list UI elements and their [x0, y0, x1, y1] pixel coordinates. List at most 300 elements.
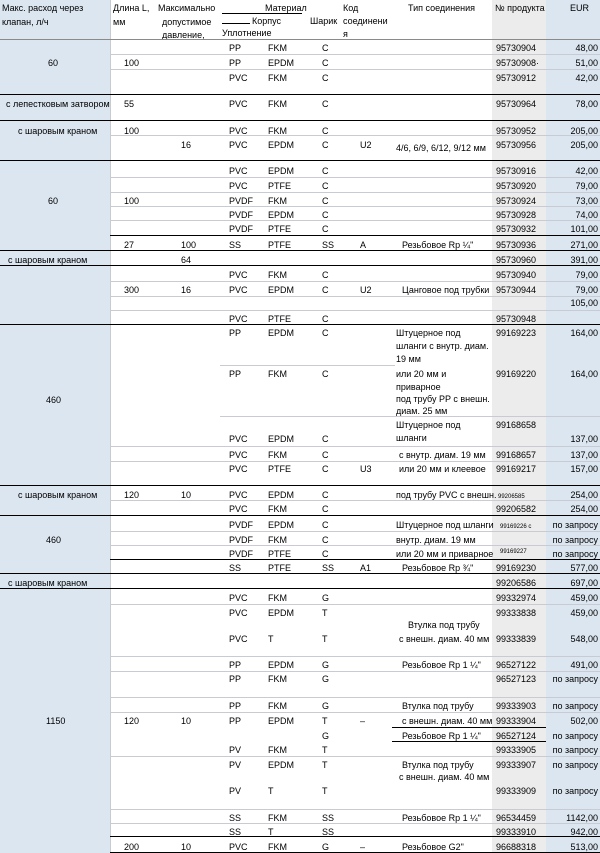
- cell-length: 100: [124, 196, 140, 206]
- row-line: [110, 697, 600, 698]
- b-text-1: Штуцерное под шланги: [396, 520, 494, 530]
- cell-conn: Втулка под трубу: [402, 701, 474, 711]
- cell-price: 164,00: [570, 369, 598, 379]
- flow-ball-1: с шаровым краном: [18, 126, 98, 136]
- cell-ball: SS: [322, 827, 335, 837]
- cell-seal: EPDM: [268, 328, 295, 338]
- cell-seal: FKM: [268, 73, 287, 83]
- cell-conn: Резьбовое Rp ¾": [402, 563, 474, 573]
- flow-ball-4: с шаровым краном: [8, 578, 88, 588]
- cell-ball: T: [322, 760, 328, 770]
- row-line: [392, 727, 546, 728]
- cell-price: 42,00: [575, 73, 598, 83]
- cell-product: 99168657: [496, 450, 537, 460]
- cell-seal: EPDM: [268, 760, 295, 770]
- cell-pressure: 100: [181, 240, 197, 250]
- cell-seal: FKM: [268, 504, 287, 514]
- flow-ball-3: с шаровым краном: [18, 490, 98, 500]
- cell-product: 95730916: [496, 166, 537, 176]
- header-pressure-1: Максимально: [158, 3, 216, 13]
- cell-product: 99169217: [496, 464, 537, 474]
- cell-product: 99333904: [496, 716, 537, 726]
- b-text-2: внутр. диам. 19 мм: [396, 535, 476, 545]
- cell-seal: EPDM: [268, 58, 295, 68]
- header-material: Материал: [265, 3, 307, 13]
- header-seal: Уплотнение: [222, 28, 272, 38]
- cell-price: по запросу: [552, 760, 598, 770]
- hose-text-2: шланги с внутр. диам.: [396, 341, 489, 351]
- cell-housing: PVC: [229, 166, 248, 176]
- cell-product: 95730920: [496, 181, 537, 191]
- cell-seal: FKM: [268, 99, 287, 109]
- cell-ball: C: [322, 490, 329, 500]
- cell-length: 300: [124, 285, 140, 295]
- cell-price: 1142,00: [566, 813, 598, 823]
- cell-ball: G: [322, 674, 330, 684]
- row-line: [110, 756, 600, 757]
- cell-price: по запросу: [552, 520, 598, 530]
- row-line: [110, 656, 600, 657]
- hose-text-8: Штуцерное под: [396, 420, 461, 430]
- cell-code: U2: [360, 140, 372, 150]
- cell-product: 99206582: [496, 504, 537, 514]
- cell-ball: C: [322, 140, 329, 150]
- cell-price: 391,00: [570, 255, 598, 265]
- cell-housing: PVC: [229, 504, 248, 514]
- cell-price: по запросу: [552, 549, 598, 559]
- cell-housing: PVC: [229, 181, 248, 191]
- header-pressure-3: давление,: [162, 30, 205, 40]
- cell-price: 205,00: [570, 140, 598, 150]
- cell-product: 99168658: [496, 420, 537, 430]
- cell-housing: PVC: [229, 593, 248, 603]
- cell-ball: C: [322, 126, 329, 136]
- cell-product: 99333909: [496, 786, 537, 796]
- cell-ball: C: [322, 464, 329, 474]
- cell-ball: C: [322, 328, 329, 338]
- cell-housing: PVC: [229, 140, 248, 150]
- cell-product: 95730944: [496, 285, 537, 295]
- cell-housing: PVDF: [229, 196, 254, 206]
- cell-product: 99333838: [496, 608, 537, 618]
- cell-housing: SS: [229, 827, 242, 837]
- cell-housing: PV: [229, 760, 242, 770]
- cell-price: 459,00: [570, 608, 598, 618]
- cell-housing: PVC: [229, 126, 248, 136]
- cell-product: 95730912: [496, 73, 537, 83]
- cell-price: 164,00: [570, 328, 598, 338]
- cell-conn: Резьбовое Rp 1 ¼": [402, 731, 481, 741]
- cell-housing: PP: [229, 43, 242, 53]
- cell-seal: T: [268, 786, 274, 796]
- cell-price: 48,00: [575, 43, 598, 53]
- cell-price: 137,00: [570, 434, 598, 444]
- cell-ball: T: [322, 634, 328, 644]
- cell-product: 95730956: [496, 140, 537, 150]
- cell-product: 96688318: [496, 842, 537, 852]
- cell-conn: Резьбовое Rp ¼": [402, 240, 474, 250]
- cell-seal: T: [268, 634, 274, 644]
- cell-housing: PP: [229, 369, 242, 379]
- header-length-1: Длина L,: [113, 3, 150, 13]
- cell-pressure: 16: [181, 140, 192, 150]
- hose-text-9: шланги: [396, 433, 427, 443]
- cell-price: по запросу: [552, 786, 598, 796]
- cell-product: 96527124: [496, 731, 537, 741]
- cell-price: по запросу: [552, 745, 598, 755]
- cell-seal: EPDM: [268, 140, 295, 150]
- cell-housing: PP: [229, 716, 242, 726]
- cell-seal: FKM: [268, 745, 287, 755]
- cell-price: по запросу: [552, 535, 598, 545]
- cell-seal: EPDM: [268, 210, 295, 220]
- cell-price: 271,00: [570, 240, 598, 250]
- hose-text-1: Штуцерное под: [396, 328, 461, 338]
- row-line: [110, 296, 600, 297]
- cell-ball: C: [322, 99, 329, 109]
- hose-text-12: под трубу PVC с внешн.: [396, 490, 497, 500]
- cell-ball: SS: [322, 563, 335, 573]
- cell-length: 55: [124, 99, 135, 109]
- cell-product: 96527123: [496, 674, 537, 684]
- cell-price: 79,00: [575, 285, 598, 295]
- group-sep: [0, 160, 600, 161]
- cell-housing: PP: [229, 660, 242, 670]
- sleeve-text-2: с внешн. диам. 40 мм: [399, 634, 490, 644]
- cell-product: 99332974: [496, 593, 537, 603]
- cell-seal: FKM: [268, 270, 287, 280]
- cell-conn: с внешн. диам. 40 мм: [402, 716, 493, 726]
- cell-seal: EPDM: [268, 166, 295, 176]
- b-prod-1: 99169226 с: [500, 524, 532, 530]
- cell-conn: Резьбовое Rp 1 ¼": [402, 660, 481, 670]
- cell-ball: C: [322, 520, 329, 530]
- flow-petal: с лепестковым затвором: [6, 99, 110, 109]
- cell-product: 95730940: [496, 270, 537, 280]
- header-code-3: я: [343, 29, 348, 39]
- cell-ball: C: [322, 314, 329, 324]
- cell-seal: FKM: [268, 674, 287, 684]
- cell-seal: FKM: [268, 593, 287, 603]
- cell-product: 96534459: [496, 813, 537, 823]
- row-line: [110, 281, 600, 282]
- cell-product: 95730904: [496, 43, 537, 53]
- cell-price: 491,00: [570, 660, 598, 670]
- cell-code: A1: [360, 563, 372, 573]
- cell-housing: PVC: [229, 434, 248, 444]
- cell-seal: EPDM: [268, 520, 295, 530]
- flow-460-b: 460: [46, 535, 62, 545]
- cell-price: по запросу: [552, 701, 598, 711]
- group-sep: [0, 120, 600, 121]
- cell-price: 697,00: [570, 578, 598, 588]
- cell-housing: PVC: [229, 490, 248, 500]
- cell-seal: PTFE: [268, 181, 292, 191]
- cell-seal: PTFE: [268, 563, 292, 573]
- header-ball: Шарик: [310, 16, 338, 26]
- cell-length: 200: [124, 842, 140, 852]
- group-sep: [0, 94, 600, 95]
- hose-text-6: под трубу PP с внешн.: [396, 394, 490, 404]
- cell-pressure: 16: [181, 285, 192, 295]
- cell-seal: T: [268, 827, 274, 837]
- row-line: [110, 712, 600, 713]
- cell-conn: Цанговое под трубки: [402, 285, 490, 295]
- cell-seal: FKM: [268, 701, 287, 711]
- cell-product: 95730924: [496, 196, 537, 206]
- cell-seal: FKM: [268, 535, 287, 545]
- cell-product: 99333903: [496, 701, 537, 711]
- cell-seal: PTFE: [268, 314, 292, 324]
- cell-housing: PVC: [229, 450, 248, 460]
- cell-product: 95730928: [496, 210, 537, 220]
- cell-ball: C: [322, 285, 329, 295]
- cell-ball: SS: [322, 240, 335, 250]
- cell-housing: PV: [229, 786, 242, 796]
- header-code-1: Код: [343, 3, 359, 13]
- header-length-2: мм: [113, 17, 126, 27]
- flow-ball-2: с шаровым краном: [8, 255, 88, 265]
- cell-ball: G: [322, 731, 330, 741]
- header-pressure-2: допустимое: [162, 17, 212, 27]
- cell-ball: C: [322, 73, 329, 83]
- cell-ball: G: [322, 660, 330, 670]
- cell-ball: G: [322, 593, 330, 603]
- cell-price: 51,00: [575, 58, 598, 68]
- material-underline: [222, 13, 302, 14]
- cell-seal: FKM: [268, 842, 287, 852]
- cell-housing: PVC: [229, 99, 248, 109]
- cell-product: 96527122: [496, 660, 537, 670]
- cell-product: 99333839: [496, 634, 537, 644]
- flow-460-a: 460: [46, 395, 62, 405]
- cell-housing: PVDF: [229, 549, 254, 559]
- cell-price: 137,00: [570, 450, 598, 460]
- cell-code: –: [360, 716, 366, 726]
- cell-price: 502,00: [570, 716, 598, 726]
- cell-conn: Втулка под трубу: [402, 760, 474, 770]
- cell-seal: EPDM: [268, 285, 295, 295]
- conn-sizes: 4/6, 6/9, 6/12, 9/12 мм: [396, 143, 486, 153]
- cell-length: 100: [124, 58, 140, 68]
- cell-product: 95730908·: [496, 58, 540, 68]
- cell-ball: C: [322, 43, 329, 53]
- flow-60-b: 60: [48, 196, 59, 206]
- cell-pressure: 64: [181, 255, 192, 265]
- cell-housing: SS: [229, 563, 242, 573]
- cell-ball: C: [322, 450, 329, 460]
- cell-seal: PTFE: [268, 464, 292, 474]
- cell-pressure: 10: [181, 842, 192, 852]
- cell-seal: EPDM: [268, 716, 295, 726]
- cell-price: 459,00: [570, 593, 598, 603]
- flow-1150: 1150: [46, 716, 66, 726]
- cell-price: 74,00: [575, 210, 598, 220]
- cell-ball: G: [322, 701, 330, 711]
- cell-housing: PP: [229, 674, 242, 684]
- cell-housing: PVC: [229, 842, 248, 852]
- cell-pressure: 10: [181, 490, 192, 500]
- price-105: 105,00: [570, 298, 598, 308]
- cell-price: 78,00: [575, 99, 598, 109]
- cell-seal: EPDM: [268, 660, 295, 670]
- sleeve-text-1: Втулка под трубу: [408, 620, 480, 630]
- cell-ball: C: [322, 549, 329, 559]
- cell-ball: C: [322, 369, 329, 379]
- cell-ball: C: [322, 434, 329, 444]
- cell-price: 101,00: [570, 224, 598, 234]
- cell-housing: PVC: [229, 73, 248, 83]
- cell-code: U2: [360, 285, 372, 295]
- cell-seal: FKM: [268, 196, 287, 206]
- cell-length: 100: [124, 126, 140, 136]
- cell-seal: FKM: [268, 813, 287, 823]
- housing-dash: [222, 23, 250, 24]
- cell-seal: EPDM: [268, 434, 295, 444]
- flow-60-a: 60: [48, 58, 59, 68]
- cell-code: A: [360, 240, 367, 250]
- cell-housing: PVC: [229, 634, 248, 644]
- cell-housing: PVC: [229, 464, 248, 474]
- cell-ball: T: [322, 716, 328, 726]
- cell-ball: C: [322, 166, 329, 176]
- cell-housing: PVDF: [229, 535, 254, 545]
- cell-product: 95730932: [496, 224, 537, 234]
- cell-product: 99333910: [496, 827, 537, 837]
- cell-ball: G: [322, 842, 330, 852]
- cell-price: 79,00: [575, 181, 598, 191]
- hose-text-5: приварное: [396, 382, 441, 392]
- b-text-3: или 20 мм и приварное: [396, 549, 494, 559]
- cell-seal: EPDM: [268, 608, 295, 618]
- cell-housing: PVC: [229, 285, 248, 295]
- cell-price: 548,00: [570, 634, 598, 644]
- cell-housing: PV: [229, 745, 242, 755]
- hose-text-11: или 20 мм и клеевое: [399, 464, 486, 474]
- hose-text-10: с внутр. диам. 19 мм: [399, 450, 486, 460]
- cell-price: 513,00: [570, 842, 598, 852]
- cell-ball: C: [322, 535, 329, 545]
- cell-length: 27: [124, 240, 135, 250]
- cell-product: 99169223: [496, 328, 537, 338]
- cell-seal: FKM: [268, 43, 287, 53]
- hose-text-3: 19 мм: [396, 354, 421, 364]
- cell-product: 95730960: [496, 255, 537, 265]
- cell-product: 99169220: [496, 369, 537, 379]
- cell-housing: PVC: [229, 270, 248, 280]
- cell-length: 120: [124, 716, 140, 726]
- cell-price: 205,00: [570, 126, 598, 136]
- sleeve-text-3: с внешн. диам. 40 мм: [399, 772, 490, 782]
- cell-ball: T: [322, 608, 328, 618]
- hose-text-4: или 20 мм и: [396, 369, 447, 379]
- row-line: [110, 310, 600, 311]
- row-line: [110, 461, 600, 462]
- header-flow-1: Макс. расход через: [2, 3, 84, 13]
- cell-ball: T: [322, 786, 328, 796]
- cell-ball: C: [322, 224, 329, 234]
- row-line: [110, 559, 600, 560]
- row-line: [110, 54, 600, 55]
- cell-ball: C: [322, 270, 329, 280]
- cell-price: 73,00: [575, 196, 598, 206]
- group-sep: [0, 515, 600, 516]
- cell-ball: T: [322, 745, 328, 755]
- b-prod-2: 99169227: [500, 549, 527, 555]
- cell-housing: SS: [229, 813, 242, 823]
- group-sep: [0, 485, 600, 486]
- header-product: № продукта: [495, 3, 545, 13]
- header-eur: EUR: [570, 3, 590, 13]
- cell-price: 42,00: [575, 166, 598, 176]
- cell-product: 95730948: [496, 314, 537, 324]
- grid-vline: [110, 0, 111, 853]
- cell-seal: FKM: [268, 450, 287, 460]
- cell-housing: PP: [229, 701, 242, 711]
- cell-price: 157,00: [570, 464, 598, 474]
- cell-seal: FKM: [268, 369, 287, 379]
- cell-product: 99206586: [496, 578, 537, 588]
- cell-seal: PTFE: [268, 224, 292, 234]
- cell-housing: PP: [229, 58, 242, 68]
- cell-price: по запросу: [552, 731, 598, 741]
- row-line: [110, 192, 600, 193]
- cell-housing: PVDF: [229, 224, 254, 234]
- cell-price: 577,00: [570, 563, 598, 573]
- cell-length: 120: [124, 490, 140, 500]
- row-line: [110, 809, 600, 810]
- cell-housing: SS: [229, 240, 242, 250]
- cell-housing: PVDF: [229, 210, 254, 220]
- cell-seal: PTFE: [268, 549, 292, 559]
- cell-price: 79,00: [575, 270, 598, 280]
- cell-code: –: [360, 842, 366, 852]
- cell-code: U3: [360, 464, 372, 474]
- row-line: [110, 69, 600, 70]
- cell-ball: C: [322, 210, 329, 220]
- cell-housing: PVC: [229, 608, 248, 618]
- cell-ball: C: [322, 181, 329, 191]
- cell-conn: Резьбовое G2": [402, 842, 464, 852]
- cell-ball: SS: [322, 813, 335, 823]
- header-code-2: соединени: [343, 16, 388, 26]
- row-line: [110, 177, 600, 178]
- cell-product: 95730964: [496, 99, 537, 109]
- row-line: [110, 604, 600, 605]
- cell-product: 99333907: [496, 760, 537, 770]
- row-line: [110, 671, 600, 672]
- header-flow-2: клапан, л/ч: [2, 17, 49, 27]
- cell-housing: PP: [229, 328, 242, 338]
- cell-seal: PTFE: [268, 240, 292, 250]
- cell-product: 95730936: [496, 240, 537, 250]
- cell-product: 99333905: [496, 745, 537, 755]
- cell-product: 95730952: [496, 126, 537, 136]
- cell-ball: C: [322, 196, 329, 206]
- cell-price: по запросу: [552, 674, 598, 684]
- cell-product: 99169230: [496, 563, 537, 573]
- cell-seal: EPDM: [268, 490, 295, 500]
- cell-conn: Резьбовое Rp 1 ¼": [402, 813, 481, 823]
- row-line: [220, 365, 395, 366]
- cell-price: 254,00: [570, 490, 598, 500]
- row-line: [110, 235, 600, 236]
- product-small-1: 99206585: [498, 494, 525, 500]
- cell-ball: C: [322, 58, 329, 68]
- row-line: [110, 545, 600, 546]
- cell-seal: FKM: [268, 126, 287, 136]
- cell-price: 254,00: [570, 504, 598, 514]
